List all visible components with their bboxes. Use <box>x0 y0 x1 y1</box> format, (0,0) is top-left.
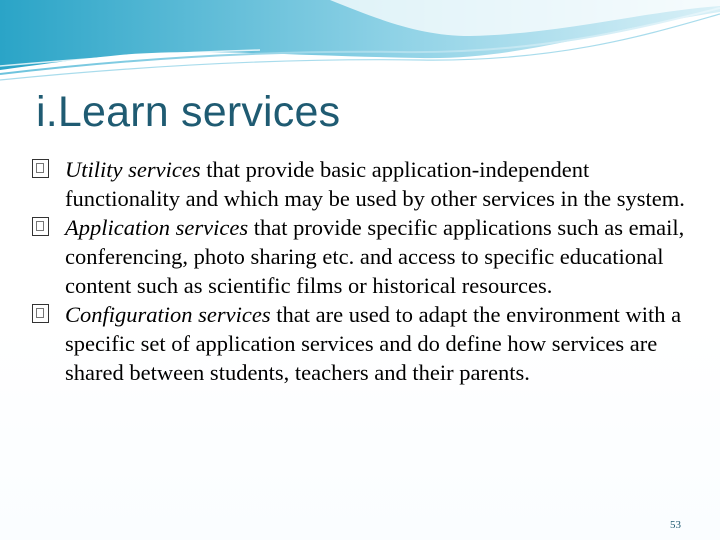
box-glyph-icon <box>32 304 49 323</box>
bullet-list <box>30 155 690 387</box>
bullet-term: Application services <box>65 215 249 240</box>
bullet-text: that provide basic application-independent functionality and which may be used by other services in the system. <box>65 157 685 211</box>
page-number: 53 <box>670 519 681 531</box>
bullet-item <box>30 155 690 213</box>
box-glyph-icon <box>32 159 49 178</box>
header-wave-decoration <box>0 0 720 90</box>
bullet-text: that provide specific applications such as email, conferencing, photo sharing etc. and access to specific educational content such as scientific films or historical resources. <box>65 215 685 298</box>
bullet-term: Utility services <box>65 157 201 182</box>
slide-title: i.Learn services <box>36 88 341 136</box>
bullet-item <box>30 300 690 387</box>
bullet-term: Configuration services <box>65 302 271 327</box>
bullet-item <box>30 213 690 300</box>
box-glyph-icon <box>32 217 49 236</box>
bullet-text: that are used to adapt the environment with a specific set of application services and do define how services are shared between students, teachers and their parents. <box>65 302 682 385</box>
